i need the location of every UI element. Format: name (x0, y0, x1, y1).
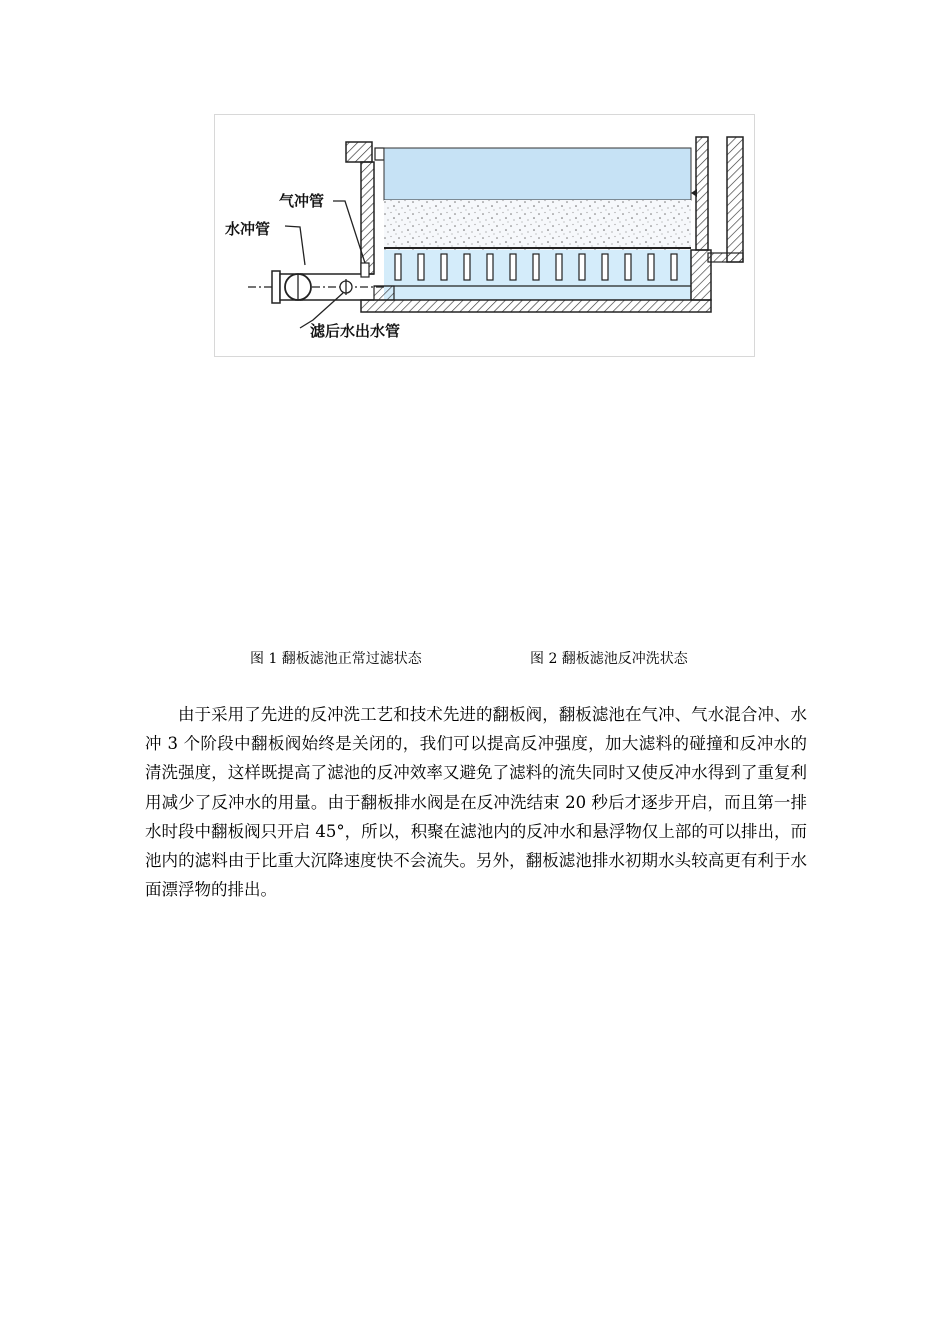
filter-diagram (215, 115, 756, 358)
caption-figure-2: 图 2 翻板滤池反冲洗状态 (530, 651, 688, 667)
label-water-pipe: 水冲管 (225, 220, 271, 238)
label-air-pipe: 气冲管 (279, 192, 325, 210)
filter-media-layer (384, 200, 691, 250)
water-layer (384, 148, 691, 200)
tank-right-wall (691, 137, 743, 300)
caption-figure-1: 图 1 翻板滤池正常过滤状态 (250, 651, 422, 667)
body-paragraph: 由于采用了先进的反冲洗工艺和技术先进的翻板阀，翻板滤池在气冲、气水混合冲、水冲 3 个阶段中翻板阀始终是关闭的，我们可以提高反冲强度，加大滤料的碰撞和反冲水的清洗强度，这样既提高了滤池的反冲效率又避免了滤料的流失同时又使反冲水得到了重复利用减少了反冲水的用量。由于翻板排水阀是在反冲洗结束 20 秒后才逐步开启，而且第一排水时段中翻板阀只开启 45°，所以，积聚在滤池内的反冲水和悬浮物仅上部的可以排出，而池内的滤料由于比重大沉降速度快不会流失。另外，翻板滤池排水初期水头较高更有利于水面漂浮物的排出。 (145, 705, 807, 900)
figure-1 (214, 114, 755, 357)
figure-captions (0, 648, 950, 668)
tank-bottom-slab (361, 300, 711, 312)
air-pipe (361, 263, 369, 277)
label-outlet-pipe: 滤后水出水管 (310, 322, 401, 340)
tank-left-wall (346, 142, 384, 274)
